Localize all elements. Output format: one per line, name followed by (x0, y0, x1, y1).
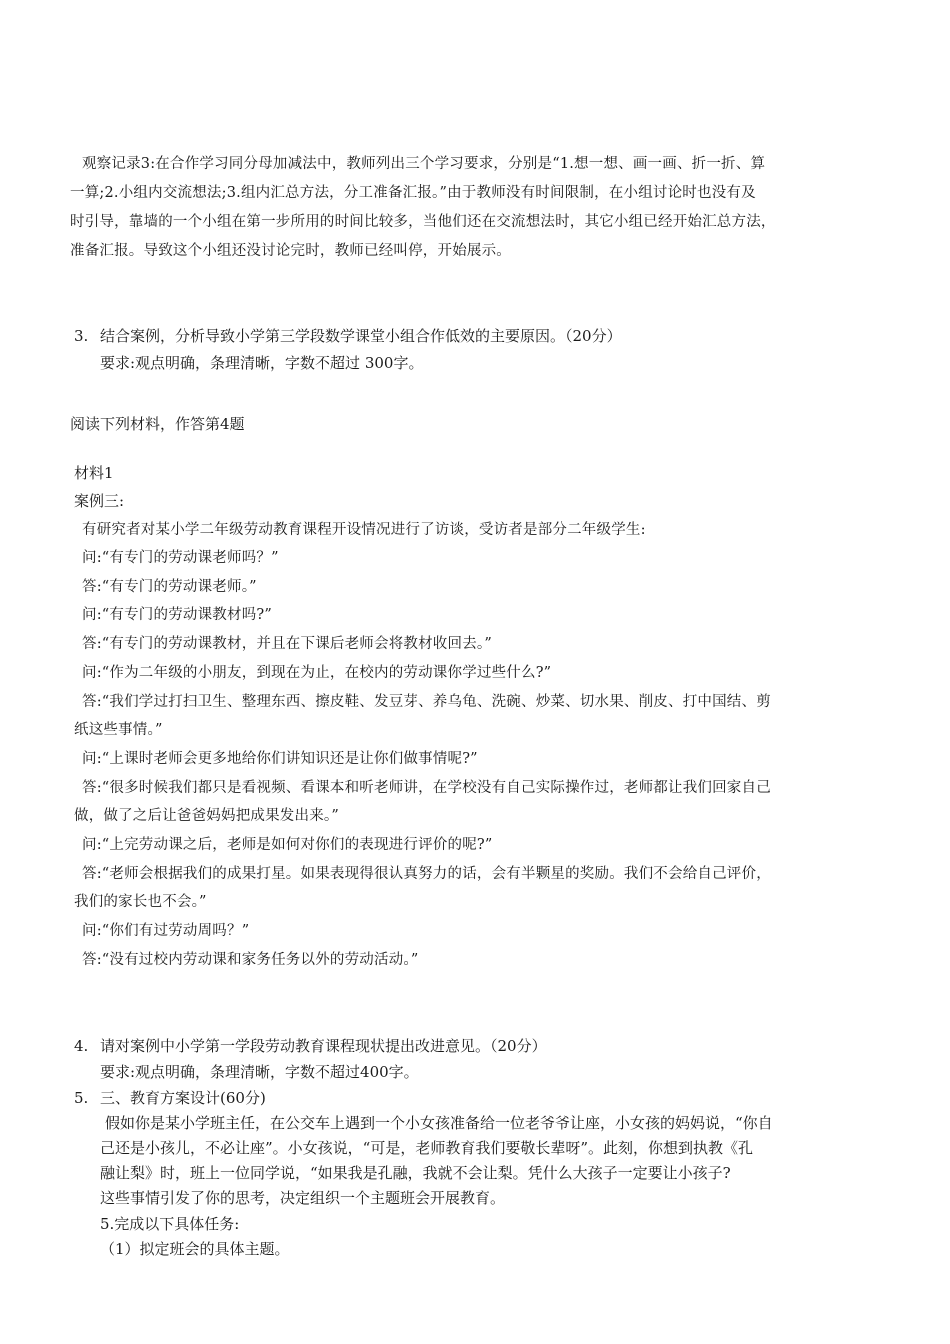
scenario-line: 己还是小孩儿，不必让座”。小女孩说，“可是，老师教育我们要敬长辈呀”。此刻，你想到执教《孔 (100, 1139, 754, 1157)
task-heading: 5.完成以下具体任务: (100, 1215, 240, 1233)
dialogue-line: 问:“上课时老师会更多地给你们讲知识还是让你们做事情呢?” (82, 751, 478, 767)
question-requirement: 要求:观点明确，条理清晰，字数不超过400字。 (100, 1063, 419, 1081)
dialogue-line: 问:“有专门的劳动课老师吗？” (82, 550, 279, 566)
dialogue-line: 答:“很多时候我们都只是看视频、看课本和听老师讲，在学校没有自己实际操作过，老师都让我们回家自己 (82, 780, 771, 796)
scenario-line: 这些事情引发了你的思考，决定组织一个主题班会开展教育。 (100, 1189, 506, 1207)
dialogue-line: 问:“作为二年级的小朋友，到现在为止，在校内的劳动课你学过些什么?” (82, 665, 552, 681)
dialogue-line: 问:“有专门的劳动课教材吗?” (82, 607, 272, 623)
question-number: 5. (74, 1089, 89, 1107)
dialogue-line: 纸这些事情。” (74, 722, 163, 738)
dialogue-line: 问:“上完劳动课之后，老师是如何对你们的表现进行评价的呢?” (82, 837, 493, 853)
observation-line: 一算;2.小组内交流想法;3.组内汇总方法，分工准备汇报。”由于教师没有时间限制，在小组讨论时也没有及 (70, 185, 756, 201)
question-text: 结合案例，分析导致小学第三学段数学课堂小组合作低效的主要原因。（20分） (100, 327, 622, 345)
dialogue-line: 答:“有专门的劳动课教材，并且在下课后老师会将教材收回去。” (82, 636, 492, 652)
observation-line: 观察记录3:在合作学习同分母加减法中，教师列出三个学习要求，分别是“1.想一想、画一画、折一折、算 (82, 156, 766, 172)
dialogue-line: 问:“你们有过劳动周吗？” (82, 923, 250, 939)
dialogue-line: 答:“有专门的劳动课老师。” (82, 579, 257, 595)
question-number: 3. (74, 327, 89, 345)
dialogue-line: 我们的家长也不会。” (74, 894, 207, 910)
dialogue-line: 答:“老师会根据我们的成果打星。如果表现得很认真努力的话，会有半颗星的奖励。我们不会给自己评价， (82, 866, 771, 882)
scenario-line: 假如你是某小学班主任，在公交车上遇到一个小女孩准备给一位老爷爷让座，小女孩的妈妈说，“你自 (105, 1114, 773, 1132)
question-text: 请对案例中小学第一学段劳动教育课程现状提出改进意见。（20分） (100, 1037, 547, 1055)
case-intro: 有研究者对某小学二年级劳动教育课程开设情况进行了访谈，受访者是部分二年级学生: (82, 522, 646, 538)
observation-line: 准备汇报。导致这个小组还没讨论完时，教师已经叫停，开始展示。 (70, 243, 511, 259)
question-requirement: 要求:观点明确，条理清晰，字数不超过 300字。 (100, 354, 424, 372)
question-number: 4. (74, 1037, 89, 1055)
task-item: （1）拟定班会的具体主题。 (100, 1240, 290, 1258)
dialogue-line: 答:“我们学过打扫卫生、整理东西、擦皮鞋、发豆芽、养乌龟、洗碗、炒菜、切水果、削皮、打中国结、剪 (82, 694, 771, 710)
question-4-line (74, 1036, 547, 1056)
dialogue-line: 答:“没有过校内劳动课和家务任务以外的劳动活动。” (82, 952, 419, 968)
question-3-line (74, 326, 622, 346)
read-prompt: 阅读下列材料，作答第4题 (70, 415, 245, 433)
material-title: 材料1 (74, 464, 114, 482)
observation-line: 时引导，靠墙的一个小组在第一步所用的时间比较多，当他们还在交流想法时，其它小组已经开始汇总方法， (70, 214, 776, 230)
case-title: 案例三: (74, 492, 125, 510)
section-heading: 三、教育方案设计(60分) (100, 1089, 266, 1107)
scenario-line: 融让梨》时，班上一位同学说，“如果我是孔融，我就不会让梨。凭什么大孩子一定要让小孩子? (100, 1164, 731, 1182)
question-5-line (74, 1088, 266, 1108)
dialogue-line: 做，做了之后让爸爸妈妈把成果发出来。” (74, 808, 339, 824)
